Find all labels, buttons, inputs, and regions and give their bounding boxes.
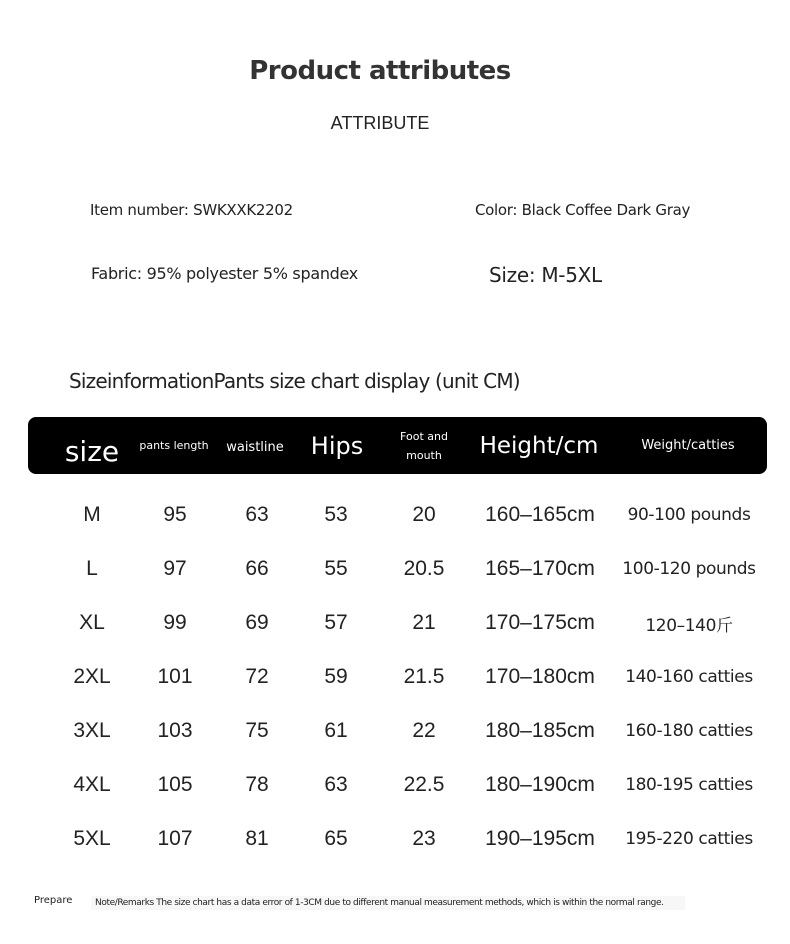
cell-size: 2XL <box>73 665 111 688</box>
cell-hips: 57 <box>324 611 348 634</box>
cell-size: M <box>83 503 101 526</box>
cell-waistline: 78 <box>245 773 269 796</box>
cell-pants-length: 103 <box>157 719 193 742</box>
table-row <box>28 812 767 866</box>
color-attribute: Color: Black Coffee Dark Gray <box>475 201 691 219</box>
header-size: size <box>64 435 120 468</box>
cell-foot-mouth: 20.5 <box>403 557 445 580</box>
cell-hips: 55 <box>324 557 348 580</box>
cell-hips: 65 <box>324 827 348 850</box>
cell-hips: 53 <box>324 503 348 526</box>
cell-pants-length: 101 <box>157 665 193 688</box>
cell-foot-mouth: 22 <box>412 719 436 742</box>
cell-waistline: 72 <box>245 665 269 688</box>
cell-height: 180–190cm <box>485 773 595 796</box>
cell-hips: 61 <box>324 719 348 742</box>
cell-weight: 120–140斤 <box>645 615 733 636</box>
table-row <box>28 488 767 542</box>
page-subtitle: ATTRIBUTE <box>330 113 430 133</box>
cell-weight: 180-195 catties <box>625 775 753 795</box>
page-title: Product attributes <box>249 56 511 86</box>
cell-size: L <box>86 557 98 580</box>
table-row <box>28 650 767 704</box>
cell-foot-mouth: 20 <box>412 503 436 526</box>
cell-foot-mouth: 21.5 <box>403 665 445 688</box>
cell-hips: 59 <box>324 665 348 688</box>
cell-height: 190–195cm <box>485 827 595 850</box>
cell-height: 180–185cm <box>485 719 595 742</box>
header-foot-mouth: Foot and mouth <box>400 429 448 462</box>
cell-pants-length: 105 <box>157 773 193 796</box>
table-row <box>28 542 767 596</box>
cell-waistline: 81 <box>245 827 269 850</box>
cell-pants-length: 97 <box>163 557 187 580</box>
cell-weight: 160-180 catties <box>625 721 753 741</box>
cell-waistline: 69 <box>245 611 269 634</box>
cell-waistline: 66 <box>245 557 269 580</box>
cell-foot-mouth: 23 <box>412 827 436 850</box>
cell-weight: 140-160 catties <box>625 667 753 687</box>
cell-foot-mouth: 21 <box>412 611 436 634</box>
cell-hips: 63 <box>324 773 348 796</box>
cell-height: 170–180cm <box>485 665 595 688</box>
table-row <box>28 704 767 758</box>
cell-weight: 100-120 pounds <box>622 559 756 579</box>
header-waistline: waistline <box>226 440 284 455</box>
fabric-attribute: Fabric: 95% polyester 5% spandex <box>91 264 358 283</box>
cell-pants-length: 95 <box>163 503 187 526</box>
size-chart-heading: SizeinformationPants size chart display (unit CM) <box>69 369 520 393</box>
header-height: Height/cm <box>479 432 599 459</box>
cell-foot-mouth: 22.5 <box>403 773 445 796</box>
table-row <box>28 596 767 650</box>
cell-height: 165–170cm <box>485 557 595 580</box>
cell-size: 3XL <box>73 719 111 742</box>
cell-weight: 195-220 catties <box>625 829 753 849</box>
header-weight: Weight/catties <box>641 438 735 453</box>
cell-size: XL <box>79 611 105 634</box>
table-row <box>28 758 767 812</box>
size-table-header <box>28 417 767 474</box>
header-pants-length: pants length <box>139 439 209 452</box>
cell-weight: 90-100 pounds <box>627 505 751 525</box>
cell-size: 4XL <box>73 773 111 796</box>
prepare-label: Prepare <box>34 895 73 906</box>
header-hips: Hips <box>310 431 364 460</box>
cell-waistline: 63 <box>245 503 269 526</box>
cell-waistline: 75 <box>245 719 269 742</box>
remarks-note: Note/Remarks The size chart has a data error of 1-3CM due to different manual measurement methods, which is within the normal range. <box>91 896 685 910</box>
item-number: Item number: SWKXXK2202 <box>90 201 293 219</box>
cell-size: 5XL <box>73 827 111 850</box>
size-attribute: Size: M-5XL <box>489 263 602 287</box>
cell-pants-length: 99 <box>163 611 187 634</box>
cell-height: 160–165cm <box>485 503 595 526</box>
cell-pants-length: 107 <box>157 827 193 850</box>
cell-height: 170–175cm <box>485 611 595 634</box>
